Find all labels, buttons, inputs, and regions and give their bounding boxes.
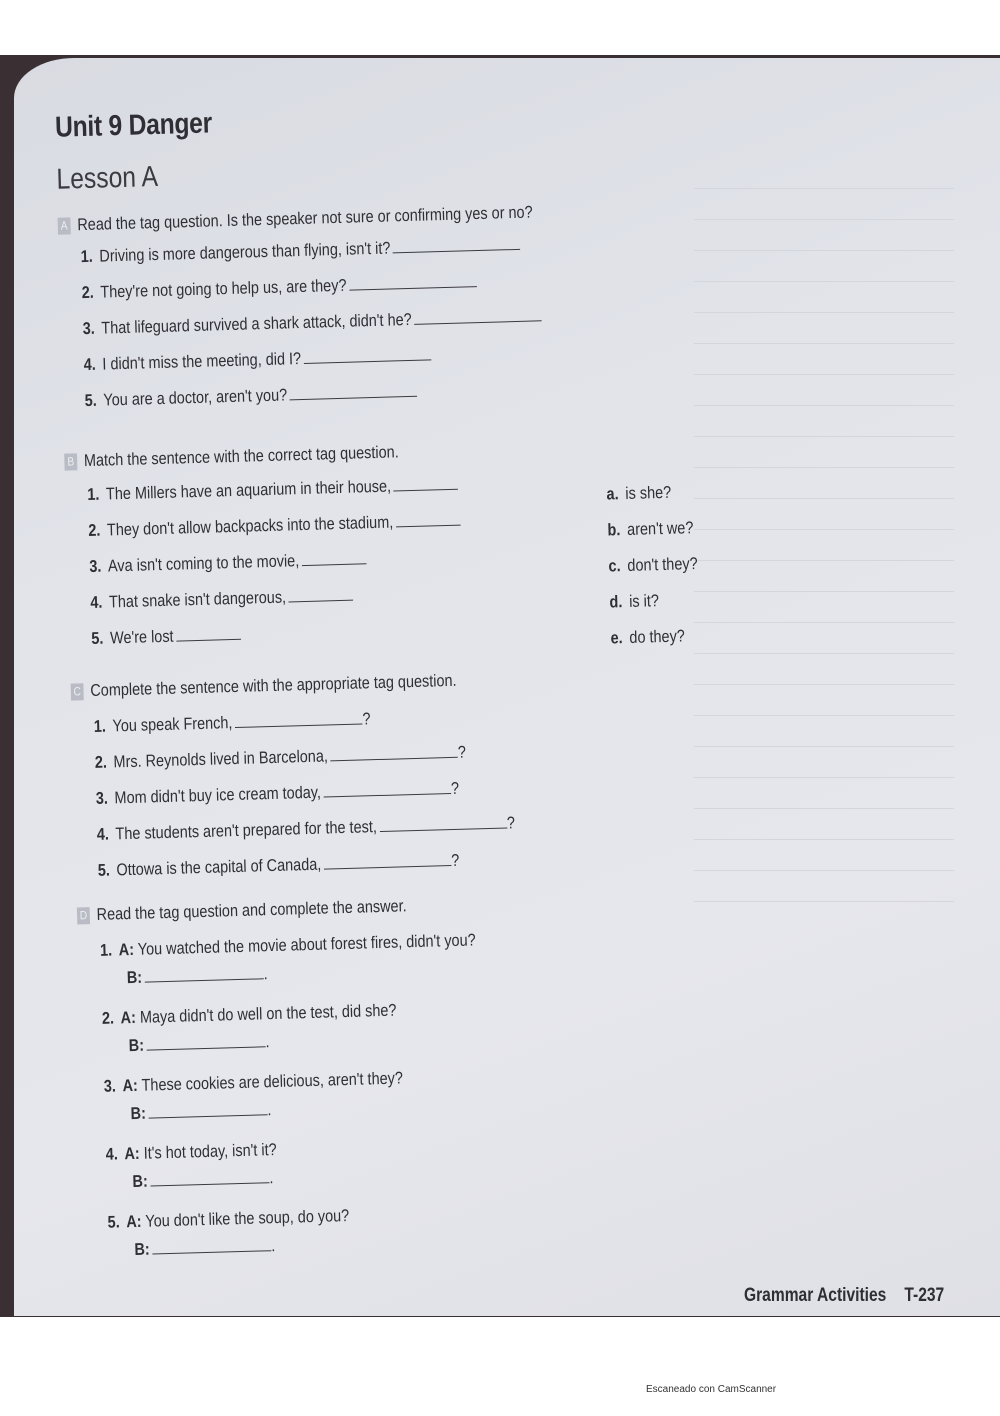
item-number: 4. <box>83 354 97 375</box>
question-mark: ? <box>450 778 460 799</box>
section-d-item-5-question <box>107 1206 349 1233</box>
item-text: Mrs. Reynolds lived in Barcelona, <box>113 746 329 772</box>
item-number: 3. <box>103 1076 117 1096</box>
item-number: 2. <box>101 1008 115 1028</box>
lesson-title: Lesson A <box>56 160 159 196</box>
answer-blank[interactable] <box>395 511 460 528</box>
item-text: Maya didn't do well on the test, did she? <box>139 1000 397 1027</box>
period: . <box>263 964 268 984</box>
section-a-instruction: Read the tag question. Is the speaker not sure or confirming yes or no? <box>77 202 533 235</box>
item-number: 2. <box>81 282 95 303</box>
item-number: 2. <box>88 520 101 541</box>
scanner-watermark: Escaneado con CamScanner <box>646 1384 777 1395</box>
section-a-badge: A <box>58 217 71 234</box>
item-text: That snake isn't dangerous, <box>108 587 287 612</box>
page-footer <box>744 1285 944 1307</box>
section-d-item-5-answer <box>134 1236 275 1260</box>
item-number: 4. <box>105 1144 119 1164</box>
speaker-a-label: A: <box>118 939 135 960</box>
section-b-heading <box>64 442 399 471</box>
section-b-badge: B <box>64 453 77 470</box>
section-c-heading <box>71 671 457 702</box>
section-b-item-5 <box>91 625 241 649</box>
section-d-item-3-question <box>104 1068 404 1096</box>
answer-blank[interactable] <box>323 779 451 798</box>
speaker-b-label: B: <box>126 967 143 988</box>
item-number: 4. <box>96 824 110 844</box>
section-d-item-2-answer <box>128 1032 269 1056</box>
answer-blank[interactable] <box>235 709 363 728</box>
question-mark: ? <box>451 850 460 871</box>
speaker-a-label: A: <box>124 1143 140 1164</box>
item-text: The students aren't prepared for the test, <box>115 817 378 844</box>
item-text: Ottowa is the capital of Canada, <box>116 854 322 880</box>
item-text: It's hot today, isn't it? <box>143 1140 277 1163</box>
item-text: That lifeguard survived a shark attack, didn't he? <box>101 309 412 338</box>
speaker-a-label: A: <box>122 1075 139 1096</box>
item-number: 1. <box>93 716 107 736</box>
item-number: 3. <box>95 788 109 808</box>
answer-blank[interactable] <box>288 586 353 603</box>
footer-label: Grammar Activities <box>744 1285 887 1306</box>
item-text: Driving is more dangerous than flying, isn't it? <box>99 238 391 266</box>
item-text: You are a doctor, aren't you? <box>103 385 288 410</box>
item-number: 1. <box>80 246 94 267</box>
speaker-b-label: B: <box>132 1171 149 1192</box>
item-number: 4. <box>90 592 103 612</box>
option-letter: e. <box>610 628 623 648</box>
item-number: 5. <box>91 628 104 648</box>
section-a-item-4 <box>83 345 431 375</box>
section-d-item-2-question <box>102 1001 397 1029</box>
section-d-item-1-question <box>100 930 476 960</box>
item-number: 3. <box>82 318 96 339</box>
answer-blank[interactable] <box>414 306 542 325</box>
answer-blank[interactable] <box>152 1236 271 1254</box>
option-b <box>607 518 693 540</box>
section-a-heading <box>58 203 533 236</box>
question-mark: ? <box>506 813 516 833</box>
answer-blank[interactable] <box>330 743 458 762</box>
period: . <box>267 1100 272 1120</box>
item-number: 5. <box>84 390 98 411</box>
period: . <box>270 1236 276 1256</box>
item-text: The Millers have an aquarium in their house, <box>105 476 392 504</box>
section-c-item-5 <box>98 851 460 881</box>
period: . <box>265 1032 270 1052</box>
option-letter: c. <box>608 556 621 576</box>
section-c-item-2 <box>95 743 467 773</box>
section-c-item-3 <box>96 779 460 809</box>
item-number: 5. <box>107 1212 120 1232</box>
section-a-item-3 <box>82 306 542 339</box>
answer-blank[interactable] <box>393 235 521 254</box>
answer-blank[interactable] <box>289 382 417 401</box>
section-d-heading <box>77 896 407 925</box>
item-text: These cookies are delicious, aren't they? <box>141 1068 404 1095</box>
item-text: They don't allow backpacks into the stadium, <box>106 512 394 540</box>
answer-blank[interactable] <box>146 1032 265 1050</box>
item-number: 5. <box>97 860 111 880</box>
answer-blank[interactable] <box>349 272 477 291</box>
question-mark: ? <box>362 709 371 729</box>
item-number: 2. <box>94 752 108 772</box>
section-c-instruction: Complete the sentence with the appropriate tag question. <box>90 670 457 701</box>
item-number: 1. <box>99 940 113 960</box>
section-c-item-4 <box>97 813 516 845</box>
answer-blank[interactable] <box>176 625 241 642</box>
option-letter: a. <box>606 484 619 504</box>
option-c <box>608 554 698 576</box>
answer-blank[interactable] <box>303 345 431 364</box>
item-text: We're lost <box>109 626 174 648</box>
answer-blank[interactable] <box>148 1100 267 1118</box>
section-d-item-4-question <box>105 1140 276 1165</box>
answer-blank[interactable] <box>379 813 507 832</box>
option-text: aren't we? <box>626 518 694 539</box>
item-text: You speak French, <box>112 713 233 736</box>
option-letter: d. <box>609 592 623 612</box>
item-text: Mom didn't buy ice cream today, <box>114 782 322 808</box>
item-text: You watched the movie about forest fires, didn't you? <box>137 930 476 959</box>
option-text: is she? <box>625 482 672 504</box>
option-e <box>610 626 685 648</box>
speaker-b-label: B: <box>128 1035 145 1056</box>
section-a-item-2 <box>81 272 476 303</box>
answer-blank[interactable] <box>393 475 458 492</box>
item-text: I didn't miss the meeting, did I? <box>102 349 302 374</box>
period: . <box>269 1168 274 1188</box>
option-letter: b. <box>607 520 621 540</box>
speaker-a-label: A: <box>126 1211 142 1232</box>
section-b-item-1 <box>87 475 458 505</box>
section-a-item-1 <box>80 235 520 267</box>
item-text: You don't like the soup, do you? <box>145 1206 350 1231</box>
section-d-instruction: Read the tag question and complete the answer. <box>96 896 407 924</box>
section-a-item-5 <box>84 382 417 411</box>
answer-blank[interactable] <box>301 549 366 566</box>
unit-title: Unit 9 Danger <box>54 107 213 144</box>
page-number: T-237 <box>904 1285 945 1306</box>
item-number: 1. <box>87 484 100 505</box>
section-c-badge: C <box>71 683 84 700</box>
option-text: is it? <box>628 591 660 611</box>
item-text: They're not going to help us, are they? <box>100 275 347 302</box>
section-d-badge: D <box>77 907 90 924</box>
section-d-item-3-answer <box>130 1100 271 1124</box>
speaker-b-label: B: <box>130 1103 147 1124</box>
item-text: Ava isn't coming to the movie, <box>107 551 300 576</box>
speaker-a-label: A: <box>120 1007 137 1028</box>
item-number: 3. <box>89 556 102 577</box>
section-b-item-2 <box>88 511 461 541</box>
answer-blank[interactable] <box>150 1168 269 1186</box>
section-d-item-4-answer <box>132 1168 273 1192</box>
option-text: don't they? <box>627 554 698 575</box>
section-b-instruction: Match the sentence with the correct tag question. <box>83 442 399 471</box>
answer-blank[interactable] <box>144 964 263 982</box>
option-a <box>606 483 671 505</box>
section-b-item-3 <box>89 549 367 577</box>
option-d <box>609 591 659 612</box>
section-d-item-1-answer <box>127 964 268 988</box>
answer-blank[interactable] <box>324 851 452 870</box>
speaker-b-label: B: <box>134 1239 150 1260</box>
question-mark: ? <box>457 742 467 762</box>
option-text: do they? <box>629 626 686 647</box>
section-b-item-4 <box>90 586 353 613</box>
section-c-item-1 <box>94 709 371 737</box>
